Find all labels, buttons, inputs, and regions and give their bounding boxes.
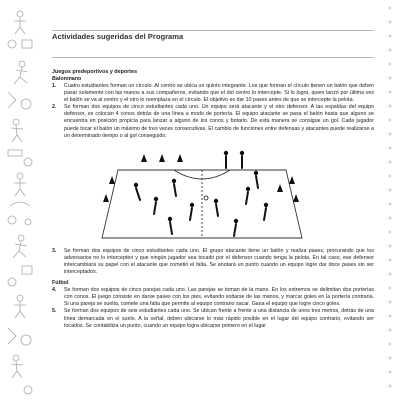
binding-dots-decoration bbox=[382, 0, 398, 400]
item-number: 1. bbox=[52, 83, 57, 89]
activity-item-5 bbox=[52, 308, 374, 329]
subsection-heading-futbol: Fútbol bbox=[52, 280, 69, 287]
document-body bbox=[52, 32, 374, 330]
activity-item-3 bbox=[52, 248, 374, 276]
item-text: Cuatro estudiantes forman un círculo. Al centro se ubica un quinto integrante. Los que forman el círculo tienen un balón que deben pasar solamente con las manos a sus compañeros, evitando que el del centro lo intercepte. Si lo logra, quien lanzó por última vez el balón se va al centro y el otro lo reemplaza en el círculo. El objetivo es dar 10 pases antes de que se intercepte la pelota. bbox=[64, 83, 374, 104]
handball-field-illustration bbox=[96, 146, 308, 242]
top-rule bbox=[52, 30, 374, 31]
title-spacer bbox=[52, 42, 374, 69]
item-text: Se forman dos equipos de seis estudiantes cada uno. Se ubican frente a frente a una distancia de unos tres metros, detrás de una línea demarcada en el suelo. A la señal, deben ubicarse lo más rápido posible en el lugar del equipo contrario, evitando ser tocados. Se contabiliza un punto, cuando un equipo logra ubicarse primero en el lugar bbox=[64, 308, 374, 329]
item-number: 2. bbox=[52, 104, 57, 111]
item-number: 5. bbox=[52, 308, 57, 315]
item-number: 3. bbox=[52, 247, 57, 254]
subsection-heading-balonmano: Balonmano bbox=[52, 76, 82, 82]
item-text: Se forman dos equipos de cinco estudiantes cada uno. El grupo atacante tiene un balón y realiza pases, procurando que los adversarios no lo intercepten y que ningún jugador sea tocado por el defensor cuando tenga la pelota. En tal caso, ese defensor intercambiará su papel con el atacante que cometió el falta. Se anotará un punto cuando un equipo logre dar doce pases sin ser interceptados. bbox=[64, 247, 374, 276]
activity-item-4 bbox=[52, 287, 374, 308]
page-title: Actividades sugeridas del Programa bbox=[52, 32, 184, 41]
cones bbox=[103, 154, 299, 202]
field-drawing bbox=[96, 146, 308, 242]
section-heading: Juegos predeportivos y deportes bbox=[52, 69, 138, 75]
activity-item-1 bbox=[52, 83, 374, 104]
activity-item-2 bbox=[52, 104, 374, 139]
ball bbox=[204, 196, 208, 200]
players bbox=[136, 156, 266, 236]
item-text: Se forman dos equipos de cinco parejas cada uno. Las parejas se toman de la mano. En los extremos se delimitan dos porterías con conos. El juego consiste en darse pases con los pies, evitando soltarse de las manos, y marcar goles en la portería contraria. Si una pareja se suelta, comete una falta que permite al equipo contrario sacar. Gana el equipo que logre cinco goles. bbox=[64, 287, 374, 308]
item-number: 4. bbox=[52, 287, 57, 294]
item-text: Se forman dos equipos de cinco estudiantes cada uno. Un equipo será atacante y el otro defensor. A las espaldas del equipo defensor, se colocan 4 conos detrás de una línea a modo de portería. El equipo atacante se pasa el balón hasta que alguno se encuentra en posición propicia para lanzar a alguno de los conos y botarlo. De esta manera se consigue un gol. Cada jugador puede tocar el balón un máximo de tres veces consecutivas. El cambio de funciones entre defensas y atacantes puede realizarse a un determinado tiempo o al gol conseguido. bbox=[64, 104, 374, 139]
sports-doodles-decoration bbox=[0, 0, 40, 400]
